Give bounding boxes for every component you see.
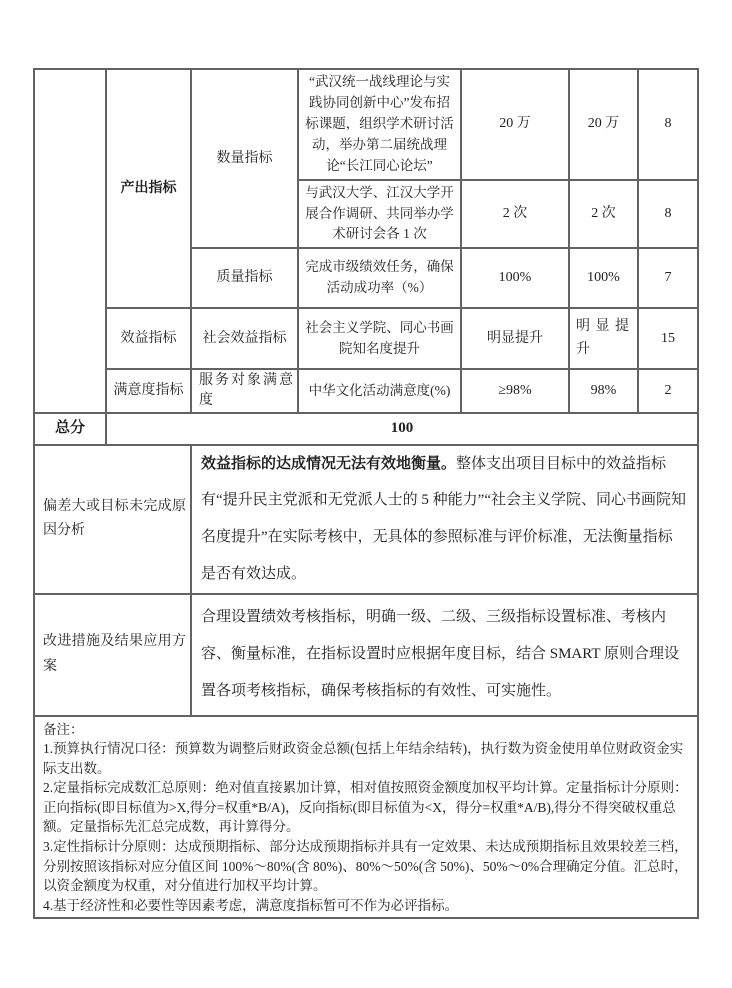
- completion-value-cell: 100%: [569, 248, 638, 308]
- indicator-description-cell: 完成市级绩效任务，确保活动成功率（%）: [298, 248, 461, 308]
- completion-value-cell: 2 次: [569, 180, 638, 249]
- indicator-description-cell: 社会主义学院、同心书画院知名度提升: [298, 308, 461, 369]
- deviation-analysis-row: [34, 445, 698, 594]
- note-item-2: 2.定量指标完成数汇总原则：绝对值直接累加计算，相对值按照资金额度加权平均计算。定量指标计分原则：正向指标(即目标值为>X,得分=权重*B/A)，反向指标(即目标值为<X，得分=权重*A/B),得分不得突破权重总额。定量指标先汇总完成数，再计算得分。: [43, 780, 688, 835]
- improvement-measures-label: 改进措施及结果应用方案: [34, 594, 191, 716]
- total-score-row: [34, 413, 698, 445]
- level2-service-target-satisfaction-cell: 服务对象满意度: [191, 369, 298, 412]
- level1-benefit-indicator-cell: 效益指标: [106, 308, 191, 369]
- table-row: [34, 69, 698, 180]
- deviation-bold-statement: 效益指标的达成情况无法有效地衡量。: [201, 455, 457, 472]
- level2-quality-indicator-cell: 质量指标: [191, 248, 298, 308]
- level2-quantity-indicator-cell: 数量指标: [191, 69, 298, 248]
- deviation-detail-text: 整体支出项目目标中的效益指标有“提升民主党派和无党派人士的 5 种能力”“社会主义学院、同心书画院知名度提升”在实际考核中，无具体的参照标准与评价标准，无法衡量指标是否有效达成。: [201, 455, 686, 582]
- table-row: [34, 369, 698, 412]
- completion-value-cell: 20 万: [569, 69, 638, 180]
- performance-evaluation-table: [33, 68, 699, 919]
- indicator-description-cell: 与武汉大学、江汉大学开展合作调研、共同举办学术研讨会各 1 次: [298, 180, 461, 249]
- note-item-4: 4.基于经济性和必要性等因素考虑，满意度指标暂可不作为必评指标。: [43, 897, 459, 913]
- deviation-analysis-content: [191, 445, 698, 594]
- target-value-cell: 20 万: [461, 69, 569, 180]
- score-cell: 15: [638, 308, 698, 369]
- indicator-description-cell: “武汉统一战线理论与实践协同创新中心”发布招标课题，组织学术研讨活动，举办第二届统战理论“长江同心论坛”: [298, 69, 461, 180]
- total-score-value: 100: [106, 413, 698, 445]
- target-value-cell: ≥98%: [461, 369, 569, 412]
- note-item-3: 3.定性指标计分原则：达成预期指标、部分达成预期指标并具有一定效果、未达成预期指标且效果较差三档，分别按照该指标对应分值区间 100%～80%(含 80%)、80%～50%(含 50%)、50%～0%合理确定分值。汇总时，以资金额度为权重，对分值进行加权平均计算。: [43, 838, 688, 894]
- completion-value-cell: 明显提升: [569, 308, 638, 369]
- indicator-description-cell: 中华文化活动满意度(%): [298, 369, 461, 412]
- carryover-empty-cell: [34, 69, 106, 413]
- score-cell: 8: [638, 180, 698, 249]
- improvement-measures-content: 合理设置绩效考核指标，明确一级、二级、三级指标设置标准、考核内容、衡量标准，在指标设置时应根据年度目标，结合 SMART 原则合理设置各项考核指标，确保考核指标的有效性、可实施性。: [191, 594, 698, 716]
- level2-social-benefit-indicator-cell: 社会效益指标: [191, 308, 298, 369]
- completion-value-cell: 98%: [569, 369, 638, 412]
- note-item-1: 1.预算执行情况口径：预算数为调整后财政资金总额(包括上年结余结转)，执行数为资金使用单位财政资金实际支出数。: [43, 741, 684, 776]
- target-value-cell: 2 次: [461, 180, 569, 249]
- score-cell: 8: [638, 69, 698, 180]
- level1-output-indicator-cell: 产出指标: [106, 69, 191, 308]
- table-row: [34, 308, 698, 369]
- target-value-cell: 明显提升: [461, 308, 569, 369]
- score-cell: 7: [638, 248, 698, 308]
- notes-cell: [34, 716, 698, 919]
- deviation-analysis-label: 偏差大或目标未完成原因分析: [34, 445, 191, 594]
- notes-title: 备注：: [43, 721, 84, 737]
- notes-row: [34, 716, 698, 919]
- level1-satisfaction-indicator-cell: 满意度指标: [106, 369, 191, 412]
- score-cell: 2: [638, 369, 698, 412]
- target-value-cell: 100%: [461, 248, 569, 308]
- total-score-label: 总分: [34, 413, 106, 445]
- improvement-measures-row: [34, 594, 698, 716]
